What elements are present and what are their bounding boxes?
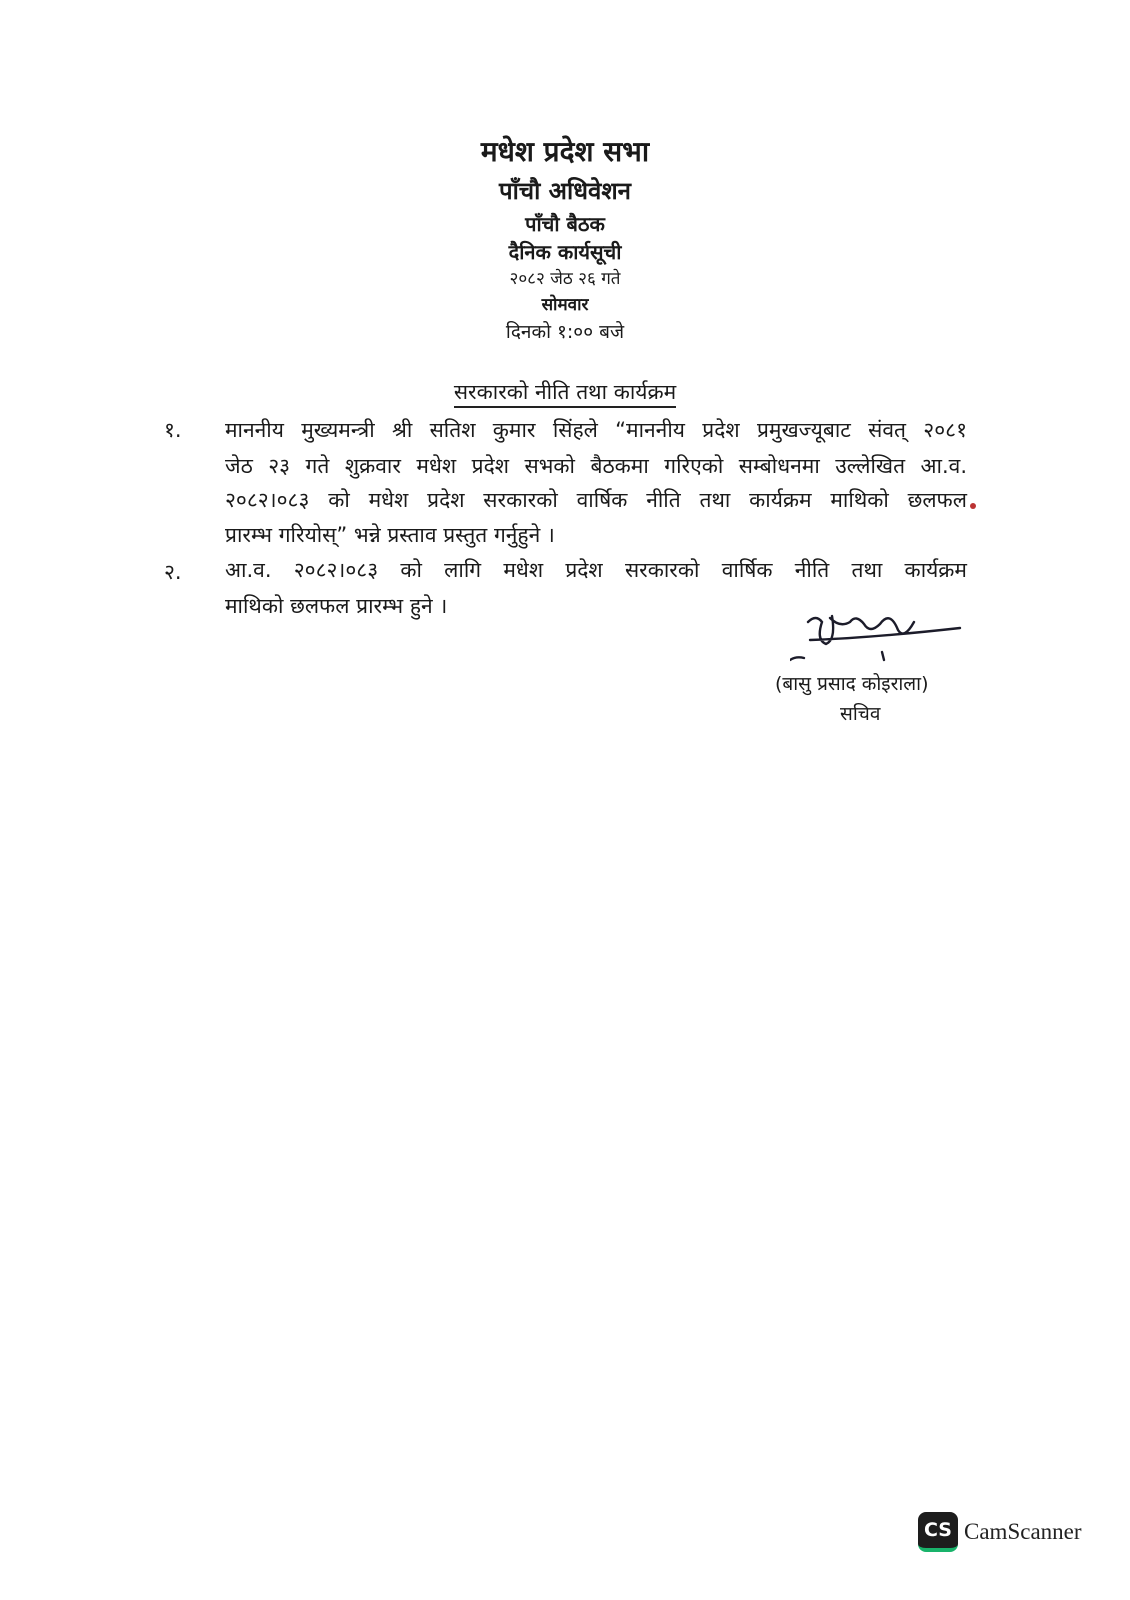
signatory-designation: सचिव (840, 703, 881, 725)
item-number: २. (164, 560, 182, 584)
session-title: पाँचौ अधिवेशन (499, 177, 631, 205)
section-title (0, 378, 1130, 406)
item-line: प्रारम्भ गरियोस्” भन्ने प्रस्ताव प्रस्तुत गर्नुहुने । (225, 523, 555, 547)
item-number: १. (164, 418, 182, 442)
meeting-title: पाँचौ बैठक (525, 212, 605, 236)
camscanner-logo-icon: CS (918, 1512, 958, 1552)
ink-dot (970, 503, 976, 509)
item-line: माथिको छलफल प्रारम्भ हुने । (225, 594, 448, 618)
camscanner-watermark (918, 1512, 1082, 1552)
assembly-name: मधेश प्रदेश सभा (480, 135, 650, 168)
signature-icon (790, 600, 970, 670)
item-line: जेठ २३ गते शुक्रवार मधेश प्रदेश सभको बैठकमा गरिएको सम्बोधनमा उल्लेखित आ.व. (225, 454, 967, 478)
section-title-text: सरकारको नीति तथा कार्यक्रम (454, 380, 676, 408)
agenda-title: दैनिक कार्यसूची (508, 240, 622, 264)
agenda-date: २०८२ जेठ २६ गते (509, 269, 621, 289)
agenda-time: दिनको १:०० बजे (505, 321, 625, 343)
item-line: २०८२।०८३ को मधेश प्रदेश सरकारको वार्षिक नीति तथा कार्यक्रम माथिको छलफल (225, 488, 967, 512)
item-line: माननीय मुख्यमन्त्री श्री सतिश कुमार सिंहले “माननीय प्रदेश प्रमुखज्यूबाट संवत् २०८१ (225, 418, 967, 442)
signatory-name: (बासु प्रसाद कोइराला) (775, 673, 929, 695)
item-line: आ.व. २०८२।०८३ को लागि मधेश प्रदेश सरकारको वार्षिक नीति तथा कार्यक्रम (225, 558, 967, 582)
camscanner-brand: CamScanner (964, 1519, 1082, 1544)
agenda-day: सोमवार (541, 295, 589, 315)
